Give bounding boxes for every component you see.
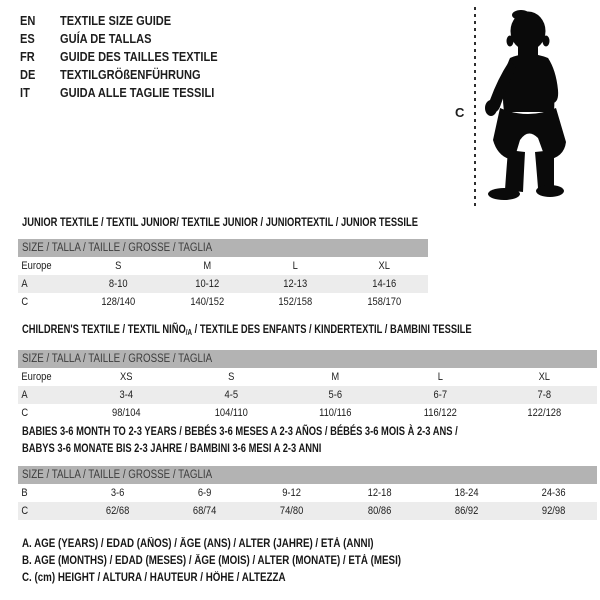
height-measure-line: [474, 7, 476, 206]
size-cell: L: [437, 371, 443, 383]
size-cell: 110/116: [319, 407, 352, 419]
size-cell: 104/110: [214, 407, 248, 419]
row-label: C: [21, 505, 29, 517]
size-cell: S: [115, 260, 122, 272]
table-row: [18, 257, 428, 275]
language-list: [20, 12, 245, 102]
row-label: Europe: [21, 371, 52, 383]
size-cell: 3-6: [110, 487, 125, 499]
size-cell: 74/80: [280, 505, 304, 517]
measure-legend: [22, 536, 468, 587]
junior-textile-table: [18, 239, 428, 311]
table-row: [18, 368, 597, 386]
size-cell: 8-10: [108, 278, 128, 290]
language-row: [20, 66, 245, 84]
size-cell: XL: [538, 371, 551, 383]
size-cell: 92/98: [541, 505, 566, 517]
size-cell: L: [292, 260, 298, 272]
height-measure-label: C: [455, 105, 465, 120]
size-header-bar: SIZE / TALLA / TAILLE / GRÖSSE / TAGLIA: [18, 466, 597, 484]
row-label: A: [21, 389, 28, 401]
language-label: GUIDA ALLE TAGLIE TESSILI: [60, 85, 215, 100]
size-cell: 140/152: [189, 296, 224, 308]
language-code: DE: [20, 67, 36, 82]
size-cell: 24-36: [541, 487, 566, 499]
size-cell: XS: [120, 371, 133, 383]
size-cell: 9-12: [282, 487, 302, 499]
size-cell: 68/74: [193, 505, 217, 517]
size-cell: 10-12: [194, 278, 219, 290]
language-code: FR: [20, 49, 35, 64]
size-cell: 14-16: [371, 278, 396, 290]
row-label: C: [21, 296, 29, 308]
row-label: Europe: [21, 260, 52, 272]
language-row: [20, 12, 245, 30]
babies-textile-table: [18, 466, 597, 520]
table-row: [18, 293, 428, 311]
size-cell: 122/128: [527, 407, 562, 419]
size-cell: 12-13: [283, 278, 308, 290]
size-cell: 5-6: [328, 389, 343, 401]
babies-table-title-line1: BABIES 3-6 MONTH TO 2-3 YEARS / BEBÉS 3-6 MESES A 2-3 AÑOS / BÉBÉS 3-6 MOIS À 2-3 ANS /: [22, 424, 458, 438]
legend-line: A. AGE (YEARS) / EDAD (AÑOS) / ÂGE (ANS) / ALTER (JAHRE) / ETÀ (ANNI): [22, 538, 374, 550]
baby-silhouette-icon: [480, 0, 590, 215]
language-label: GUÍA DE TALLAS: [60, 31, 152, 46]
table-row: [18, 386, 597, 404]
size-cell: 4-5: [224, 389, 238, 401]
size-cell: S: [227, 371, 235, 383]
size-cell: 7-8: [537, 389, 552, 401]
size-cell: 86/92: [454, 505, 478, 517]
size-cell: 18-24: [454, 487, 479, 499]
size-cell: M: [331, 371, 340, 383]
size-cell: M: [202, 260, 211, 272]
babies-table-title-line2: BABYS 3-6 MONATE BIS 2-3 JAHRE / BAMBINI 3-6 MESI A 2-3 ANNI: [22, 441, 322, 455]
junior-table-title: JUNIOR TEXTILE / TEXTIL JUNIOR/ TEXTILE JUNIOR / JUNIORTEXTIL / JUNIOR TESSILE: [22, 215, 418, 229]
size-cell: 80/86: [367, 505, 391, 517]
children-textile-table: [18, 350, 597, 422]
size-cell: 128/140: [101, 296, 136, 308]
size-header-bar: SIZE / TALLA / TAILLE / GRÖSSE / TAGLIA: [18, 350, 597, 368]
table-row: [18, 484, 597, 502]
size-cell: 6-7: [433, 389, 447, 401]
language-code: IT: [20, 85, 30, 100]
language-label: GUIDE DES TAILLES TEXTILE: [60, 49, 218, 64]
size-cell: 116/122: [423, 407, 457, 419]
language-row: [20, 30, 245, 48]
size-cell: 152/158: [278, 296, 313, 308]
language-label: TEXTILGRÖßENFÜHRUNG: [60, 67, 201, 82]
size-cell: 98/104: [111, 407, 141, 419]
size-cell: 3-4: [119, 389, 134, 401]
legend-line: B. AGE (MONTHS) / EDAD (MESES) / ÂGE (MOIS) / ALTER (MONATE) / ETÀ (MESI): [22, 555, 402, 567]
size-cell: 158/170: [366, 296, 401, 308]
size-cell: 62/68: [105, 505, 130, 517]
legend-line: C. (cm) HEIGHT / ALTURA / HAUTEUR / HÖHE / ALTEZZA: [22, 572, 286, 584]
language-row: [20, 84, 245, 102]
size-cell: XL: [378, 260, 390, 272]
language-code: EN: [20, 13, 36, 28]
table-row: [18, 404, 597, 422]
row-label: A: [21, 278, 28, 290]
language-code: ES: [20, 31, 35, 46]
size-cell: 6-9: [197, 487, 212, 499]
size-header-bar: SIZE / TALLA / TAILLE / GRÖSSE / TAGLIA: [18, 239, 428, 257]
row-label: C: [21, 407, 29, 419]
size-cell: 12-18: [367, 487, 392, 499]
children-table-title: CHILDREN'S TEXTILE / TEXTIL NIÑO/A / TEXTILE DES ENFANTS / KINDERTEXTIL / BAMBINI TESSILE: [22, 322, 472, 337]
table-row: [18, 502, 597, 520]
language-label: TEXTILE SIZE GUIDE: [60, 13, 172, 28]
row-label: B: [21, 487, 28, 499]
table-row: [18, 275, 428, 293]
subscript-text: /A: [185, 328, 193, 337]
language-row: [20, 48, 245, 66]
